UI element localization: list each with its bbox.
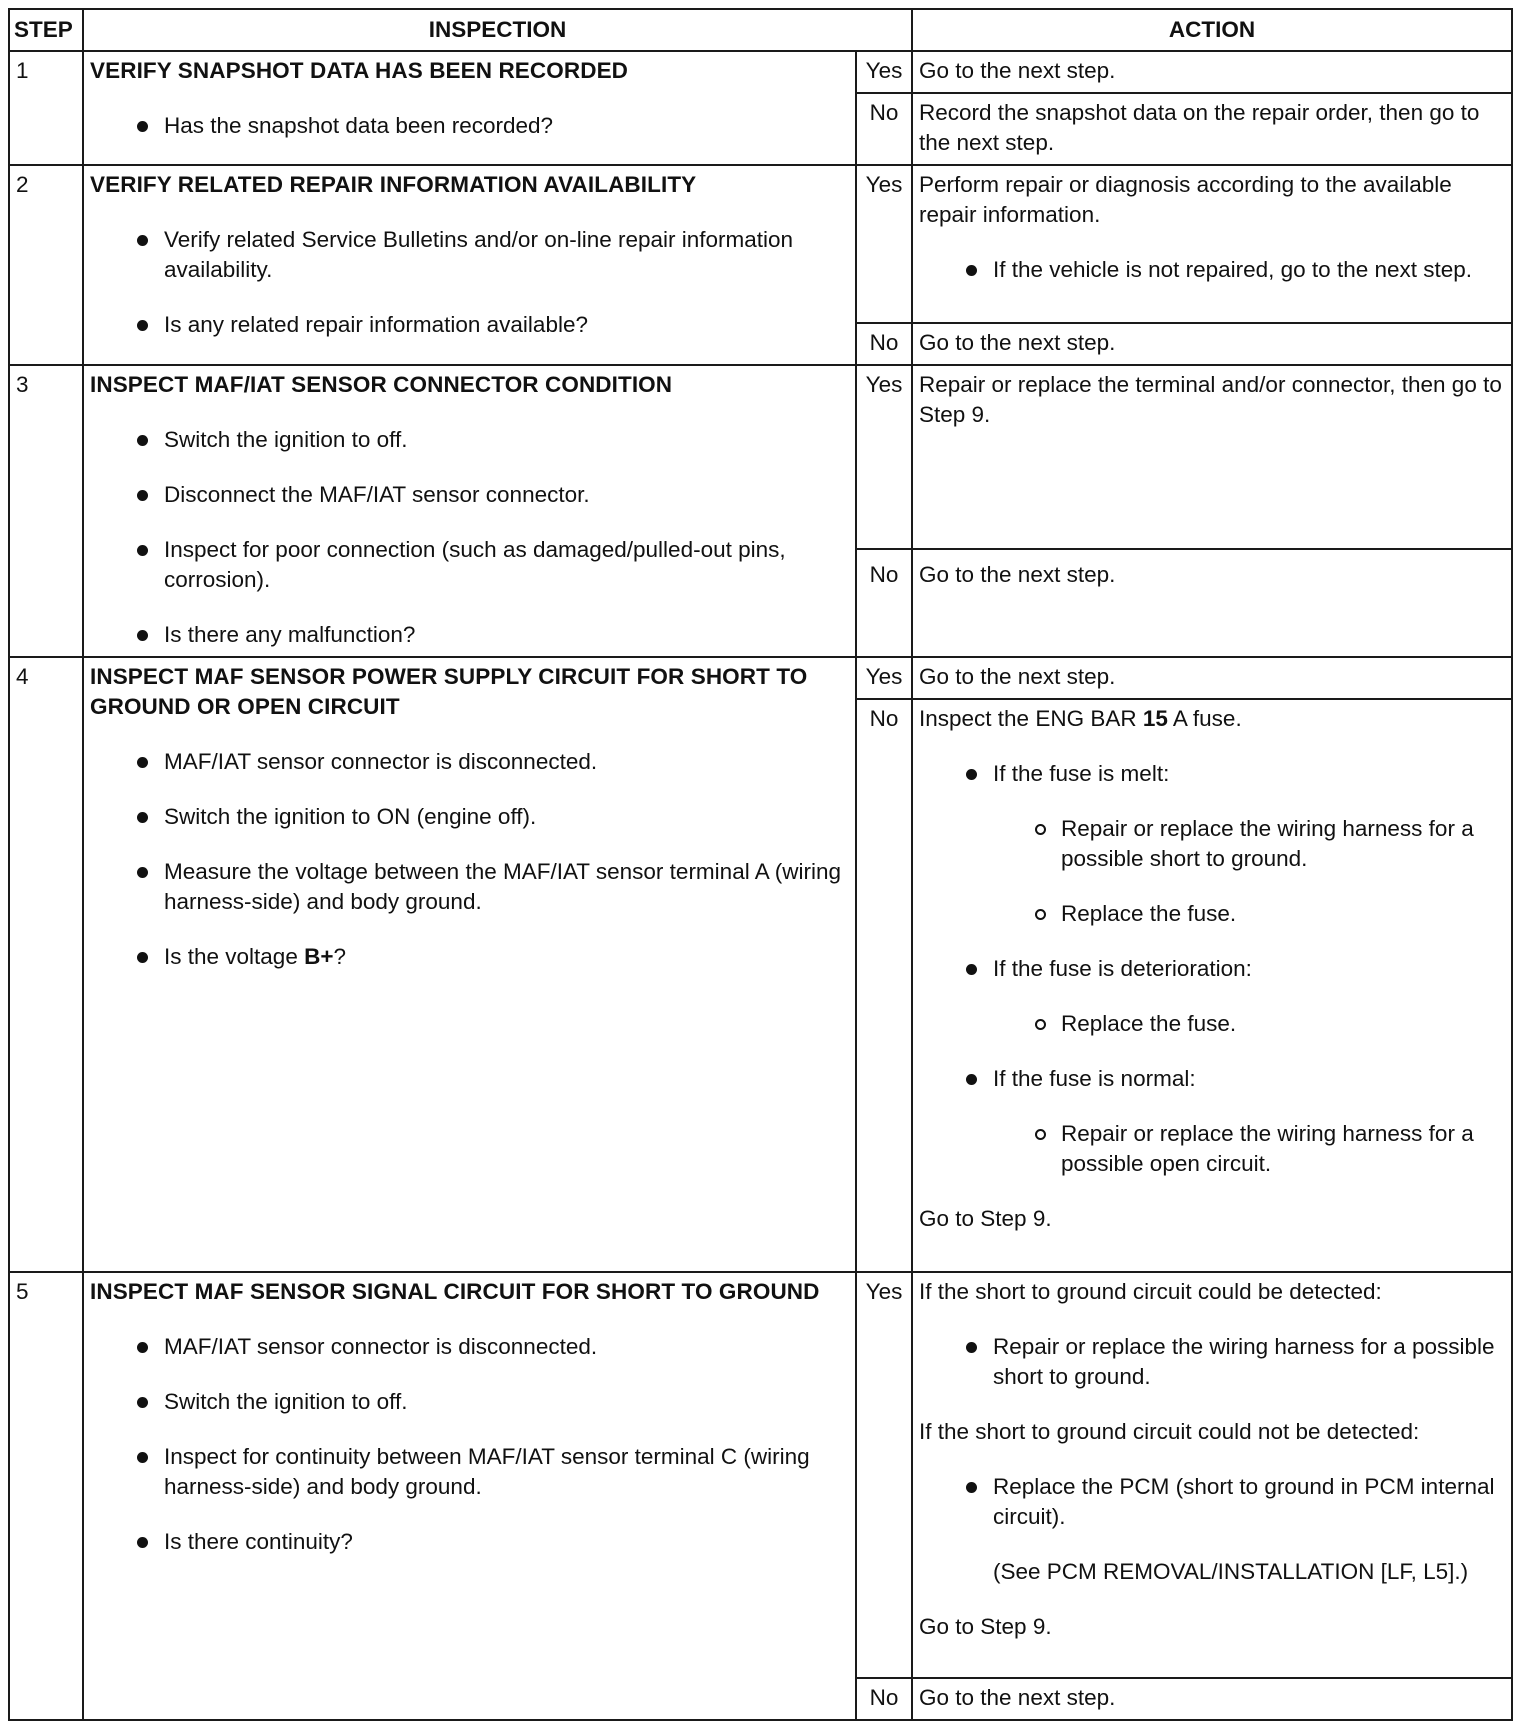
- step-3-row: [9, 365, 1512, 549]
- intro-bold: 15: [1142, 706, 1168, 731]
- action-sublist: [993, 814, 1505, 929]
- step-number: 1: [9, 51, 83, 165]
- action-sublist: [993, 1009, 1505, 1039]
- pcm-reference: (See PCM REMOVAL/INSTALLATION [LF, L5].): [993, 1559, 1469, 1584]
- no-label: No: [856, 699, 912, 1272]
- action-item: [993, 954, 1505, 1039]
- inspection-item: Disconnect the MAF/IAT sensor connector.: [164, 480, 849, 510]
- inspection-item: Has the snapshot data been recorded?: [164, 111, 849, 141]
- action-list: [919, 255, 1505, 285]
- step-4-inspection: [83, 657, 856, 1272]
- yes-label: Yes: [856, 1272, 912, 1678]
- yes-action: [912, 165, 1512, 323]
- step-2-inspection: [83, 165, 856, 365]
- diagnostic-table: [8, 8, 1513, 1721]
- inspection-item: MAF/IAT sensor connector is disconnected.: [164, 747, 849, 777]
- inspection-list: [90, 1332, 849, 1557]
- action-item: If the vehicle is not repaired, go to the next step.: [993, 255, 1505, 285]
- action-list: [919, 1332, 1505, 1392]
- step-title: INSPECT MAF SENSOR SIGNAL CIRCUIT FOR SHORT TO GROUND: [90, 1279, 820, 1304]
- inspection-item: Switch the ignition to ON (engine off).: [164, 802, 849, 832]
- detected-text: If the short to ground circuit could be detected:: [919, 1279, 1382, 1304]
- step-2-row: [9, 165, 1512, 323]
- question-prefix: Is the voltage: [164, 944, 305, 969]
- yes-action: Repair or replace the terminal and/or connector, then go to Step 9.: [912, 365, 1512, 549]
- step-4-row: [9, 657, 1512, 699]
- action-subitem: Repair or replace the wiring harness for a possible short to ground.: [1061, 814, 1505, 874]
- action-text: Perform repair or diagnosis according to the available repair information.: [919, 172, 1452, 227]
- action-column-header: ACTION: [912, 9, 1512, 51]
- step-number: 3: [9, 365, 83, 657]
- replace-pcm-text: Replace the PCM (short to ground in PCM internal circuit).: [993, 1474, 1495, 1529]
- inspection-item: [164, 942, 849, 972]
- step-number: 5: [9, 1272, 83, 1720]
- step-1-inspection: [83, 51, 856, 165]
- yes-label: Yes: [856, 51, 912, 93]
- step-title: INSPECT MAF/IAT SENSOR CONNECTOR CONDITION: [90, 372, 673, 397]
- action-item: [993, 759, 1505, 929]
- yes-action: Go to the next step.: [912, 657, 1512, 699]
- no-label: No: [856, 1678, 912, 1720]
- intro-prefix: Inspect the ENG BAR: [919, 706, 1143, 731]
- action-list: [919, 759, 1505, 1179]
- no-action: [912, 699, 1512, 1272]
- yes-label: Yes: [856, 365, 912, 549]
- question-suffix: ?: [333, 944, 346, 969]
- inspection-item: Measure the voltage between the MAF/IAT sensor terminal A (wiring harness-side) and body ground.: [164, 857, 849, 917]
- action-list: [919, 1472, 1505, 1587]
- no-action: Go to the next step.: [912, 549, 1512, 657]
- no-action: Go to the next step.: [912, 1678, 1512, 1720]
- not-detected-text: If the short to ground circuit could not be detected:: [919, 1419, 1420, 1444]
- action-subitem: Replace the fuse.: [1061, 899, 1505, 929]
- yes-label: Yes: [856, 657, 912, 699]
- header-row: [9, 9, 1512, 51]
- no-action-intro: [919, 704, 1505, 734]
- action-sublist: [993, 1119, 1505, 1179]
- diagnostic-procedure-page: [8, 8, 1511, 1719]
- action-subitem: Replace the fuse.: [1061, 1009, 1505, 1039]
- inspection-list: [90, 111, 849, 141]
- goto-step: Go to Step 9.: [919, 1206, 1052, 1231]
- action-subitem: Repair or replace the wiring harness for a possible open circuit.: [1061, 1119, 1505, 1179]
- action-item: [993, 1064, 1505, 1179]
- no-label: No: [856, 323, 912, 365]
- step-title: VERIFY SNAPSHOT DATA HAS BEEN RECORDED: [90, 58, 629, 83]
- step-column-header: STEP: [9, 9, 83, 51]
- inspection-item: Is there continuity?: [164, 1527, 849, 1557]
- no-action: Go to the next step.: [912, 323, 1512, 365]
- step-3-inspection: [83, 365, 856, 657]
- step-number: 4: [9, 657, 83, 1272]
- step-5-inspection: [83, 1272, 856, 1720]
- step-1-row: [9, 51, 1512, 93]
- inspection-item: Switch the ignition to off.: [164, 1387, 849, 1417]
- no-label: No: [856, 549, 912, 657]
- condition-deterioration: If the fuse is deterioration:: [993, 956, 1252, 981]
- action-item: Repair or replace the wiring harness for a possible short to ground.: [993, 1332, 1505, 1392]
- yes-label: Yes: [856, 165, 912, 323]
- no-label: No: [856, 93, 912, 165]
- step-title: INSPECT MAF SENSOR POWER SUPPLY CIRCUIT FOR SHORT TO GROUND OR OPEN CIRCUIT: [90, 664, 808, 719]
- condition-normal: If the fuse is normal:: [993, 1066, 1196, 1091]
- inspection-item: Inspect for poor connection (such as damaged/pulled-out pins, corrosion).: [164, 535, 849, 595]
- question-bold: B+: [304, 944, 334, 969]
- inspection-item: Is there any malfunction?: [164, 620, 849, 650]
- action-item: [993, 1472, 1505, 1587]
- step-number: 2: [9, 165, 83, 365]
- inspection-item: Verify related Service Bulletins and/or on-line repair information availability.: [164, 225, 849, 285]
- goto-step: Go to Step 9.: [919, 1614, 1052, 1639]
- inspection-list: [90, 747, 849, 972]
- inspection-list: [90, 425, 849, 650]
- no-action: Record the snapshot data on the repair order, then go to the next step.: [912, 93, 1512, 165]
- inspection-item: Is any related repair information available?: [164, 310, 849, 340]
- yes-action: [912, 1272, 1512, 1678]
- inspection-item: MAF/IAT sensor connector is disconnected.: [164, 1332, 849, 1362]
- step-title: VERIFY RELATED REPAIR INFORMATION AVAILABILITY: [90, 172, 697, 197]
- inspection-list: [90, 225, 849, 340]
- inspection-item: Switch the ignition to off.: [164, 425, 849, 455]
- condition-melt: If the fuse is melt:: [993, 761, 1170, 786]
- intro-suffix: A fuse.: [1167, 706, 1242, 731]
- inspection-item: Inspect for continuity between MAF/IAT sensor terminal C (wiring harness-side) and body ground.: [164, 1442, 849, 1502]
- step-5-row: [9, 1272, 1512, 1678]
- inspection-column-header: INSPECTION: [83, 9, 912, 51]
- yes-action: Go to the next step.: [912, 51, 1512, 93]
